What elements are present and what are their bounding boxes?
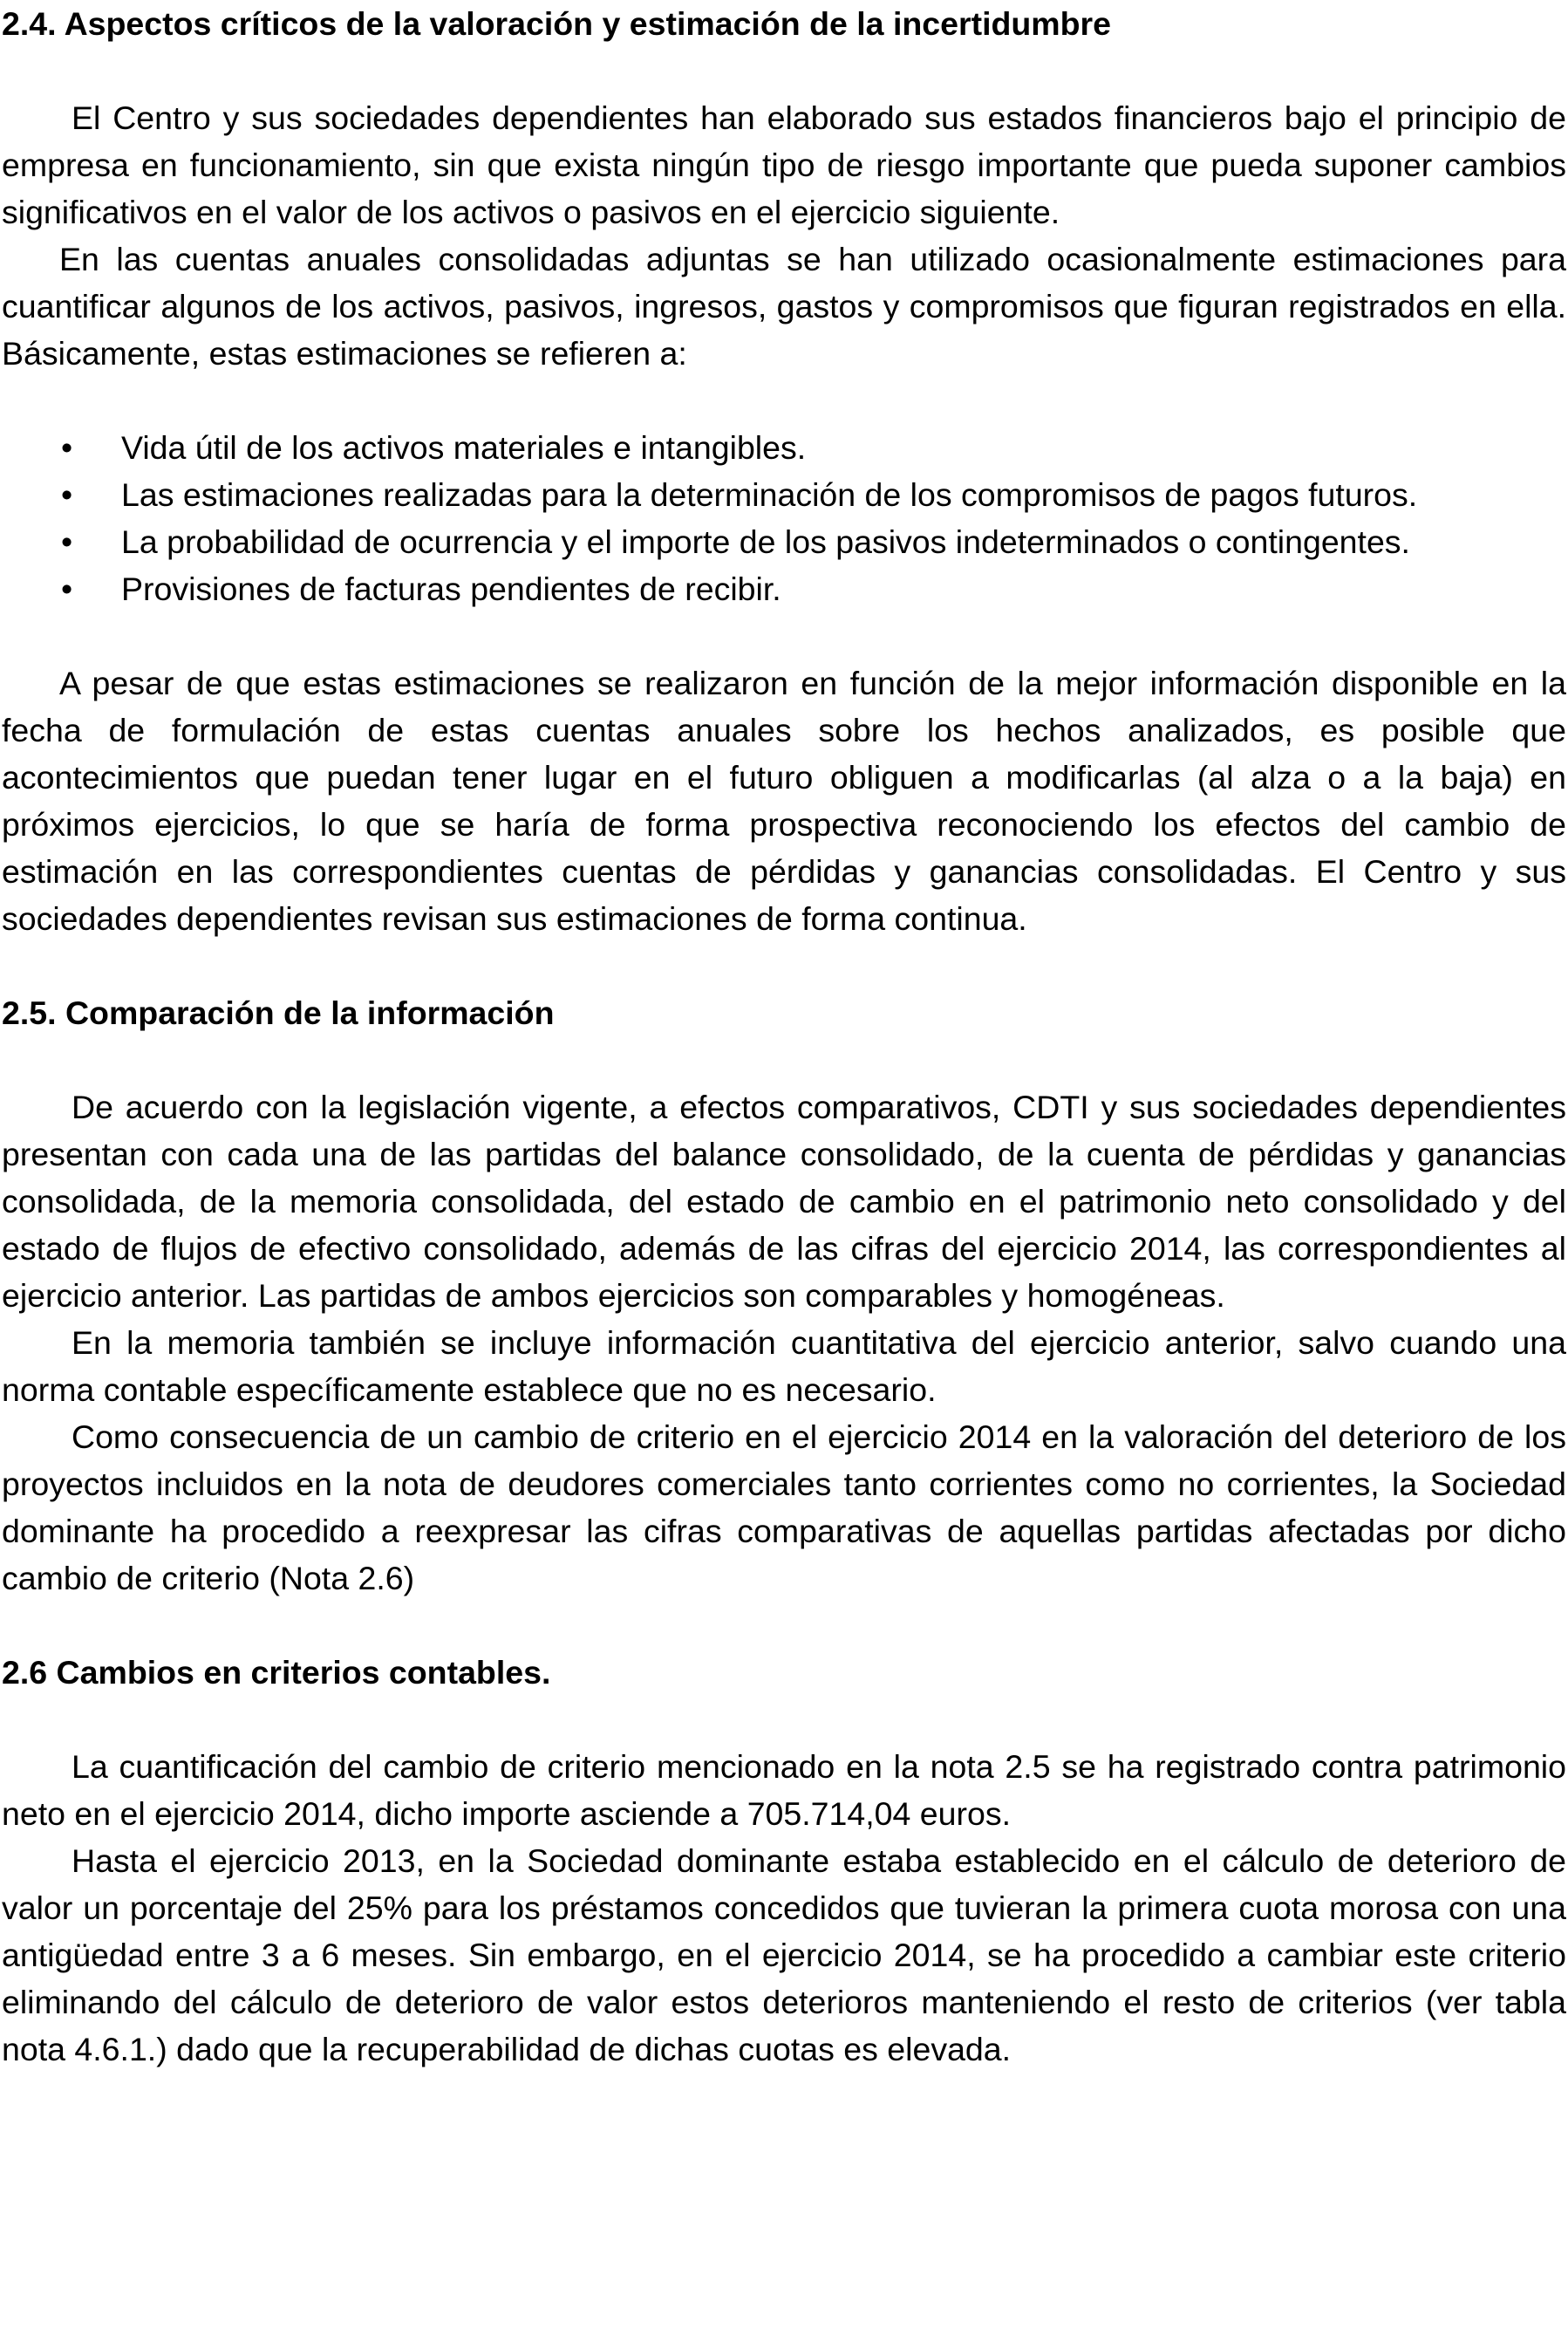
list-item-text: Vida útil de los activos materiales e intangibles. <box>121 429 807 466</box>
section-heading-2-5: 2.5. Comparación de la información <box>2 994 555 1031</box>
paragraph: El Centro y sus sociedades dependientes han elaborado sus estados financieros bajo el principio de empresa en funcionamiento, sin que exista ningún tipo de riesgo importante que pueda suponer cambios significativos en el valor de los activos o pasivos en el ejercicio siguiente. <box>2 99 1566 230</box>
paragraph: De acuerdo con la legislación vigente, a efectos comparativos, CDTI y sus sociedades dependientes presentan con cada una de las partidas del balance consolidado, de la cuenta de pérdidas y ganancias consolidada, de la memoria consolidada, del estado de cambio en el patrimonio neto consolidado y del estado de flujos de efectivo consolidado, además de las cifras del ejercicio 2014, las correspondientes al ejercicio anterior. Las partidas de ambos ejercicios son comparables y homogéneas. <box>2 1089 1566 1314</box>
list-item <box>2 518 1566 565</box>
bullet-icon: • <box>61 429 73 466</box>
paragraph: Hasta el ejercicio 2013, en la Sociedad dominante estaba establecido en el cálculo de deterioro de valor un porcentaje del 25% para los préstamos concedidos que tuvieran la primera cuota morosa con una antigüedad entre 3 a 6 meses. Sin embargo, en el ejercicio 2014, se ha procedido a cambiar este criterio eliminando del cálculo de deterioro de valor estos deterioros manteniendo el resto de criterios (ver tabla nota 4.6.1.) dado que la recuperabilidad de dichas cuotas es elevada. <box>2 1842 1566 2067</box>
list-item <box>2 424 1566 471</box>
list-item-text: Las estimaciones realizadas para la determinación de los compromisos de pagos futuros. <box>121 476 1418 513</box>
list-item <box>2 471 1566 518</box>
paragraph: En las cuentas anuales consolidadas adjuntas se han utilizado ocasionalmente estimaciones para cuantificar algunos de los activos, pasivos, ingresos, gastos y compromisos que figuran registrados en ella. Básicamente, estas estimaciones se refieren a: <box>2 241 1566 372</box>
paragraph: A pesar de que estas estimaciones se realizaron en función de la mejor información disponible en la fecha de formulación de estas cuentas anuales sobre los hechos analizados, es posible que acontecimientos que puedan tener lugar en el futuro obliguen a modificarlas (al alza o a la baja) en próximos ejercicios, lo que se haría de forma prospectiva reconociendo los efectos del cambio de estimación en las correspondientes cuentas de pérdidas y ganancias consolidadas. El Centro y sus sociedades dependientes revisan sus estimaciones de forma continua. <box>2 665 1566 937</box>
paragraph: Como consecuencia de un cambio de criterio en el ejercicio 2014 en la valoración del deterioro de los proyectos incluidos en la nota de deudores comerciales tanto corrientes como no corrientes, la Sociedad dominante ha procedido a reexpresar las cifras comparativas de aquellas partidas afectadas por dicho cambio de criterio (Nota 2.6) <box>2 1418 1566 1596</box>
paragraph: En la memoria también se incluye información cuantitativa del ejercicio anterior, salvo cuando una norma contable específicamente establece que no es necesario. <box>2 1324 1566 1408</box>
list-item-text: Provisiones de facturas pendientes de recibir. <box>121 571 781 607</box>
paragraph: La cuantificación del cambio de criterio mencionado en la nota 2.5 se ha registrado contra patrimonio neto en el ejercicio 2014, dicho importe asciende a 705.714,04 euros. <box>2 1748 1566 1832</box>
bullet-icon: • <box>61 523 73 560</box>
section-heading-2-4: 2.4. Aspectos críticos de la valoración y estimación de la incertidumbre <box>2 5 1111 42</box>
bullet-icon: • <box>61 571 73 607</box>
list-item-text: La probabilidad de ocurrencia y el importe de los pasivos indeterminados o contingentes. <box>121 523 1410 560</box>
bullet-list <box>2 424 1566 612</box>
document-page <box>2 0 1566 2073</box>
list-item <box>2 565 1566 612</box>
section-heading-2-6: 2.6 Cambios en criterios contables. <box>2 1654 551 1691</box>
bullet-icon: • <box>61 476 73 513</box>
